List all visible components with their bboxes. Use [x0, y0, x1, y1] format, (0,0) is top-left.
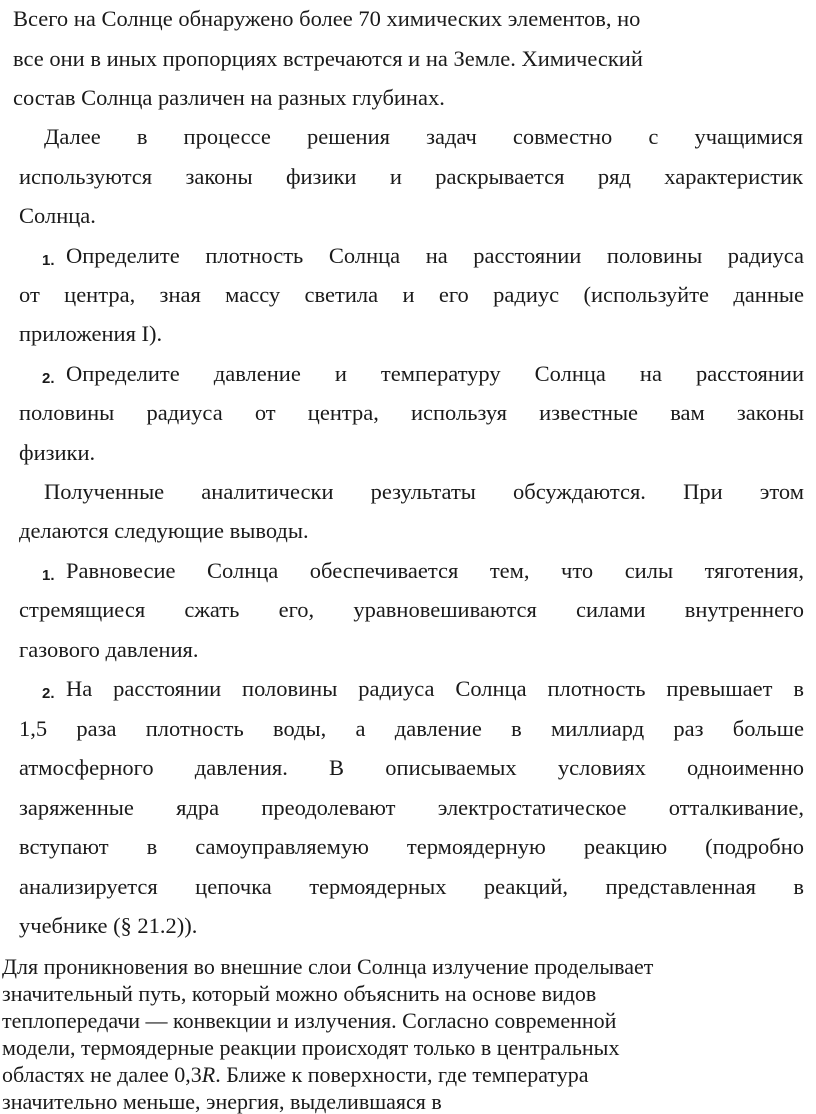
- task2-number: 2.: [42, 370, 55, 387]
- final-line-1: Для проникновения во внешние слои Солнца излучение проделывает: [2, 954, 654, 979]
- conclusion2-line-7: учебнике (§ 21.2)).: [19, 913, 198, 938]
- task1-line-1: Определите плотность Солнца на расстоянии половины радиуса: [66, 243, 804, 268]
- final-line-5-end: . Ближе к поверхности, где температура: [215, 1062, 589, 1087]
- task1-number: 1.: [42, 252, 55, 269]
- conclusion2-line-5: вступают в самоуправляемую термоядерную реакцию (подробно: [19, 834, 804, 859]
- task2-line-1: Определите давление и температуру Солнца на расстоянии: [66, 361, 804, 386]
- final-line-2: значительный путь, который можно объяснить на основе видов: [2, 981, 597, 1006]
- task1-line-3: приложения I).: [19, 321, 163, 346]
- task2-line-2: половины радиуса от центра, используя известные вам законы: [19, 400, 804, 425]
- task2-line-3: физики.: [19, 440, 96, 465]
- conclusion1-line-3: газового давления.: [19, 637, 199, 662]
- conclusion2-line-2: 1,5 раза плотность воды, а давление в миллиард раз больше: [19, 716, 804, 741]
- radius-symbol: R: [201, 1062, 216, 1087]
- conclusion2-line-3: атмосферного давления. В описываемых условиях одноименно: [19, 755, 804, 780]
- final-line-5-start: областях не далее 0,3: [2, 1062, 202, 1087]
- conclusion1-line-2: стремящиеся сжать его, уравновешиваются силами внутреннего: [19, 597, 804, 622]
- para2-line-1: Далее в процессе решения задач совместно с учащимися: [44, 124, 803, 149]
- para2-line-2: используются законы физики и раскрывается ряд характеристик: [19, 164, 803, 189]
- final-line-3: теплопередачи — конвекции и излучения. Согласно современной: [2, 1008, 617, 1033]
- task1-line-2: от центра, зная массу светила и его радиус (используйте данные: [19, 282, 804, 307]
- conclusion2-line-4: заряженные ядра преодолевают электростатическое отталкивание,: [19, 795, 804, 820]
- intro-line-3: состав Солнца различен на разных глубинах.: [13, 85, 445, 110]
- conclusion2-line-6: анализируется цепочка термоядерных реакций, представленная в: [19, 874, 804, 899]
- final-line-6: значительно меньше, энергия, выделившаяся в: [2, 1089, 442, 1114]
- para3-line-2: делаются следующие выводы.: [19, 518, 309, 543]
- para3-line-1: Полученные аналитически результаты обсуждаются. При этом: [44, 479, 804, 504]
- conclusion2-line-1: На расстоянии половины радиуса Солнца плотность превышает в: [66, 676, 804, 701]
- conclusion2-number: 2.: [42, 685, 55, 702]
- final-line-4: модели, термоядерные реакции происходят только в центральных: [2, 1035, 620, 1060]
- intro-line-2: все они в иных пропорциях встречаются и на Земле. Химический: [13, 46, 643, 71]
- intro-line-1: Всего на Солнце обнаружено более 70 химических элементов, но: [13, 6, 641, 31]
- conclusion1-line-1: Равновесие Солнца обеспечивается тем, что силы тяготения,: [66, 558, 804, 583]
- para2-line-3: Солнца.: [19, 203, 96, 228]
- conclusion1-number: 1.: [42, 567, 55, 584]
- final-line-5: [2, 1063, 589, 1087]
